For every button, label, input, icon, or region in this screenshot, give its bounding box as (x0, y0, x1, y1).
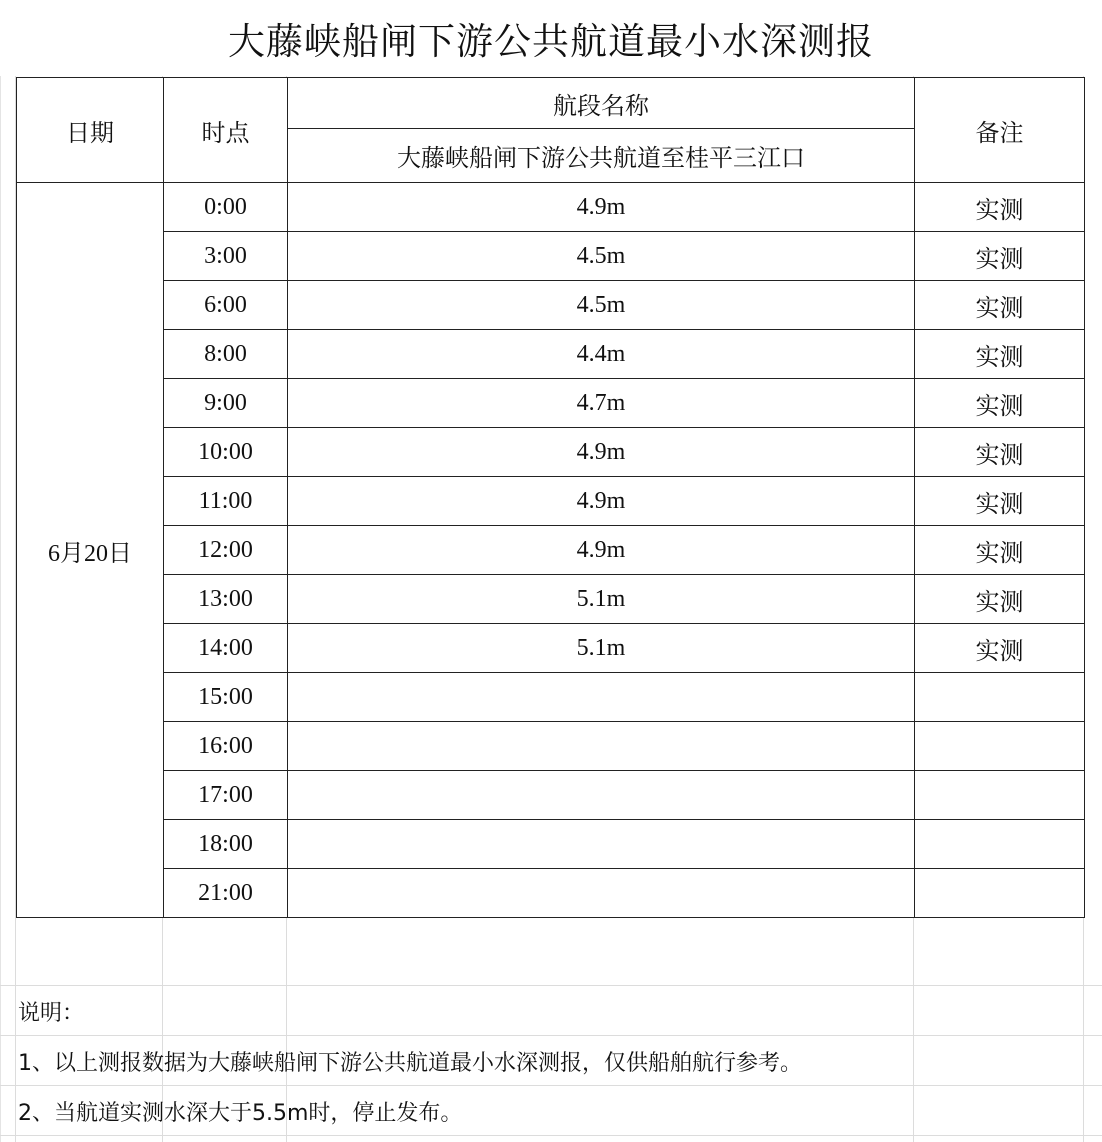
remark-cell: 实测 (915, 477, 1085, 526)
depth-cell: 4.5m (288, 232, 915, 281)
depth-cell (288, 722, 915, 771)
depth-cell (288, 771, 915, 820)
depth-report-table (16, 77, 1085, 918)
depth-cell (288, 869, 915, 918)
depth-cell: 4.7m (288, 379, 915, 428)
grid-line (0, 985, 1102, 986)
notes-line-1: 1、以上测报数据为大藤峡船闸下游公共航道最小水深测报，仅供船舶航行参考。 (18, 1051, 802, 1076)
table-row (17, 379, 1085, 428)
depth-cell: 5.1m (288, 575, 915, 624)
time-cell: 16:00 (164, 722, 288, 771)
grid-line (0, 1035, 1102, 1036)
time-cell: 11:00 (164, 477, 288, 526)
remark-cell: 实测 (915, 183, 1085, 232)
remark-cell (915, 869, 1085, 918)
remark-cell: 实测 (915, 624, 1085, 673)
depth-cell: 4.9m (288, 183, 915, 232)
header-date: 日期 (17, 78, 164, 183)
remark-cell: 实测 (915, 281, 1085, 330)
remark-cell: 实测 (915, 379, 1085, 428)
table-row (17, 624, 1085, 673)
depth-cell: 4.9m (288, 526, 915, 575)
notes-heading: 说明： (18, 1001, 85, 1026)
time-cell: 8:00 (164, 330, 288, 379)
table-row (17, 722, 1085, 771)
depth-cell: 4.4m (288, 330, 915, 379)
remark-cell (915, 722, 1085, 771)
table-row (17, 428, 1085, 477)
time-cell: 17:00 (164, 771, 288, 820)
table-row (17, 232, 1085, 281)
time-cell: 18:00 (164, 820, 288, 869)
time-cell: 12:00 (164, 526, 288, 575)
remark-cell (915, 820, 1085, 869)
table-row (17, 477, 1085, 526)
grid-line (0, 1085, 1102, 1086)
table-row (17, 526, 1085, 575)
table-row (17, 281, 1085, 330)
depth-cell: 4.9m (288, 428, 915, 477)
depth-cell: 4.9m (288, 477, 915, 526)
header-section-group: 航段名称 (288, 78, 915, 129)
time-cell: 6:00 (164, 281, 288, 330)
table-row (17, 575, 1085, 624)
time-cell: 10:00 (164, 428, 288, 477)
remark-cell: 实测 (915, 330, 1085, 379)
time-cell: 13:00 (164, 575, 288, 624)
table-row (17, 330, 1085, 379)
date-cell: 6月20日 (17, 183, 164, 918)
table-row (17, 820, 1085, 869)
time-cell: 0:00 (164, 183, 288, 232)
time-cell: 9:00 (164, 379, 288, 428)
depth-cell: 5.1m (288, 624, 915, 673)
remark-cell (915, 771, 1085, 820)
depth-cell: 4.5m (288, 281, 915, 330)
remark-cell: 实测 (915, 232, 1085, 281)
table-row (17, 869, 1085, 918)
grid-line (0, 1135, 1102, 1136)
time-cell: 15:00 (164, 673, 288, 722)
time-cell: 14:00 (164, 624, 288, 673)
table-row (17, 771, 1085, 820)
header-remark: 备注 (915, 78, 1085, 183)
header-section-name: 大藤峡船闸下游公共航道至桂平三江口 (288, 129, 915, 183)
remark-cell: 实测 (915, 428, 1085, 477)
time-cell: 21:00 (164, 869, 288, 918)
header-time: 时点 (164, 78, 288, 183)
table-row (17, 183, 1085, 232)
table-row (17, 673, 1085, 722)
remark-cell (915, 673, 1085, 722)
time-cell: 3:00 (164, 232, 288, 281)
depth-cell (288, 820, 915, 869)
remark-cell: 实测 (915, 526, 1085, 575)
notes-line-2: 2、当航道实测水深大于5.5m时，停止发布。 (18, 1101, 463, 1126)
depth-cell (288, 673, 915, 722)
remark-cell: 实测 (915, 575, 1085, 624)
page-title: 大藤峡船闸下游公共航道最小水深测报 (0, 0, 1102, 76)
